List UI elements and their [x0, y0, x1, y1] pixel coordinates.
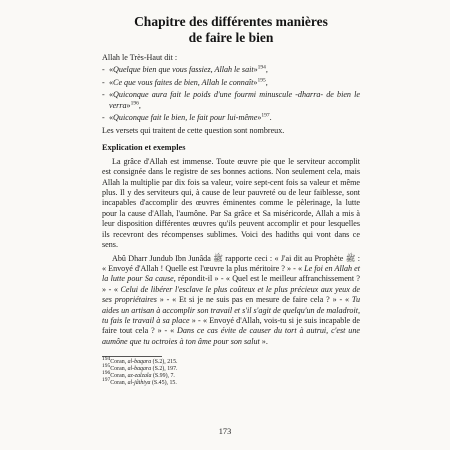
verse-text [109, 113, 360, 123]
hadith-text: rapporte ceci : « J'ai dit au Prophète [222, 253, 346, 263]
hadith-quote: Le foi en Allah et la lutte pour Sa cause [102, 263, 360, 284]
footnote-ref: 197 [261, 112, 270, 119]
verse-dash: - [102, 65, 105, 75]
footnote-number: 197 [102, 377, 111, 384]
verse-punct: « [109, 90, 114, 100]
hadith-quote: Dans ce cas évite de causer du tort à autrui, c'est une aumône que tu octroies à ton âme pour son salut [102, 326, 360, 346]
footnote-ref-range: (S.2), 197. [151, 366, 178, 373]
footnote-text: Coran, [110, 366, 128, 373]
hadith-text: , répondit-il » - « Quel est le meilleur affranchissement ? » - « [102, 274, 360, 294]
footnote-ref-range: (S.2), 215. [151, 359, 178, 366]
footnote-ref-range: (S.45), 15. [150, 380, 177, 387]
chapter-title [102, 14, 360, 46]
verse-punct: . [269, 113, 272, 123]
verses-note: Les versets qui traitent de cette question sont nombreux. [102, 126, 285, 136]
verse-punct: » [253, 65, 258, 75]
verse-item [102, 113, 360, 123]
footnote-text: Coran, [110, 380, 128, 387]
footnotes [102, 356, 360, 387]
verse-punct: , [265, 65, 268, 75]
footnote-ref-range: (S.99), 7. [151, 373, 175, 380]
verse-dash: - [102, 77, 105, 87]
verse-text [109, 90, 360, 111]
footnote [102, 377, 360, 387]
verse-dash: - [102, 113, 105, 123]
page-number: 173 [218, 427, 232, 436]
verse-item [102, 78, 360, 88]
footnote-source: al-baqara [127, 366, 152, 373]
hadith-text: ﷺ [213, 253, 223, 263]
verse-punct: « [109, 113, 114, 123]
verse-list [102, 65, 360, 123]
footnote-ref: 195 [257, 77, 266, 84]
footnote-number: 194 [102, 356, 111, 363]
verse-quote: Ce que vous faites de bien, Allah le connaît [113, 77, 254, 87]
hadith-quote: Tu aides un artisan à accomplir son travail et s'il s'agit de quelqu'un de maladroit, tu fais le travail à sa place [102, 295, 360, 325]
verse-punct: « [109, 65, 114, 75]
verse-item [102, 90, 360, 111]
body-paragraph-1: La grâce d'Allah est immense. Toute œuvre pie que le serviteur accomplit est consignée dans le registre de ses bonnes actions. Non seulement cela, mais Allah la multiplie par dix fois sa valeur, voire sept-cent fois sa valeur et même plus. Il y des serviteurs qui, à cause de leur pauvreté ou de leur faiblesse, sont incapables d'accomplir des œuvres éminentes comme le pèlerinage, la lutte pour la cause d'Allah, l'aumône. Par Sa grâce et Sa miséricorde, Allah a mis à leur disposition différentes œuvres qu'ils peuvent accomplir et pour lesquelles ils recevront des récompenses sublimes. Voici des hadiths qui vont dans ce sens. [102, 156, 360, 250]
verse-punct: » [257, 113, 262, 123]
body-paragraph-2 [102, 254, 360, 348]
verse-punct: , [138, 100, 141, 110]
verse-punct: » [253, 77, 258, 87]
verse-item [102, 65, 360, 75]
footnote-text: Coran, [110, 359, 128, 366]
footnote-number: 195 [102, 363, 111, 370]
footnote-source: az-zalzala [127, 373, 152, 380]
verse-quote: Quelque bien que vous fassiez, Allah le sait [113, 65, 254, 75]
verse-quote: Quiconque fait le bien, le fait pour lui-même [113, 113, 258, 123]
footnote-ref: 194 [257, 64, 266, 71]
page-content [102, 14, 360, 388]
footnote-text: Coran, [110, 373, 128, 380]
verse-punct: « [109, 77, 114, 87]
section-subheading: Explication et exemples [102, 142, 186, 152]
verse-text [109, 65, 360, 75]
intro-line: Allah le Très-Haut dit : [102, 53, 178, 62]
footnote-number: 196 [102, 370, 111, 377]
footnote-source: al-jâthiya [127, 380, 151, 387]
hadith-text: » - « Envoyé d'Allah, vois-tu si je suis incapable de faire tout cela ? » - « [102, 315, 361, 336]
hadith-text: : « Envoyé d'Allah ! Quelle est l'œuvre la plus méritoire ? » - « [102, 253, 360, 273]
footnote-ref: 196 [130, 99, 139, 106]
hadith-text: » - « Et si je ne suis pas en mesure de faire cela ? » - « [156, 295, 352, 305]
hadith-text: Abû Dharr Jundub Ibn Junâda [112, 253, 214, 263]
verse-punct: , [265, 77, 268, 87]
hadith-text: ﷺ [345, 253, 356, 263]
hadith-text: ». [259, 336, 268, 346]
verse-text [109, 78, 360, 88]
chapter-title-line2: de faire le bien [188, 30, 274, 45]
chapter-title-line1: Chapitre des différentes manières [134, 14, 328, 29]
verse-punct: » [126, 100, 131, 110]
footnote-rule [102, 356, 162, 357]
verse-quote: Quiconque aura fait le poids d'une fourmi minuscule -dharra- de bien le verra [109, 90, 360, 110]
footnote-source: al-baqara [127, 359, 152, 366]
hadith-quote: Celui de libérer l'esclave le plus coûteux et le plus précieux aux yeux de ses propriétaires [102, 284, 361, 305]
verse-dash: - [102, 90, 105, 100]
